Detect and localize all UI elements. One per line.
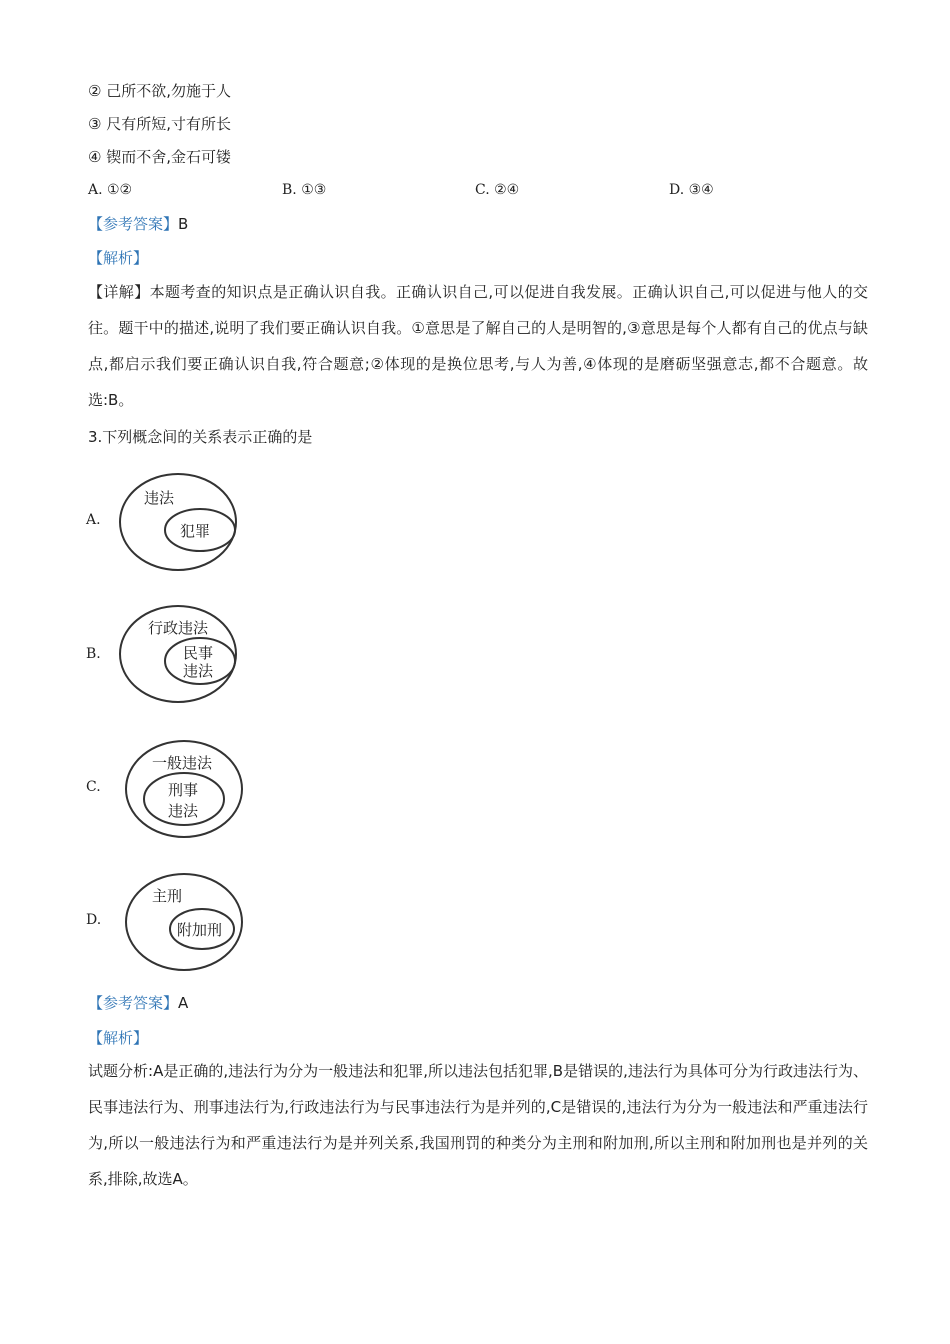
inner-label-1: 刑事	[168, 781, 199, 799]
q2-option-a: A. ①②	[88, 182, 133, 198]
q2-option-d: D. ③④	[669, 182, 714, 198]
q3-diagram-a	[116, 470, 246, 574]
q2-option-c: C. ②④	[475, 182, 520, 198]
q3-diagram-d	[116, 870, 246, 974]
inner-label: 犯罪	[180, 522, 211, 540]
q2-answer	[88, 214, 188, 234]
answer-value: A	[178, 994, 189, 1012]
outer-label: 一般违法	[152, 754, 213, 772]
statement-4: ④ 锲而不舍,金石可镂	[88, 148, 231, 166]
q3-diagram-b	[116, 602, 246, 706]
q3-option-a-label: A.	[86, 512, 101, 528]
outer-label: 违法	[144, 489, 175, 507]
statement-3: ③ 尺有所短,寸有所长	[88, 115, 231, 133]
inner-label-2: 违法	[183, 662, 214, 680]
q2-analysis-label: 【解析】	[88, 249, 149, 267]
q3-option-b-label: B.	[86, 646, 101, 662]
q3-option-d-label: D.	[86, 912, 102, 928]
q3-answer	[88, 993, 188, 1013]
q3-option-c-label: C.	[86, 779, 101, 795]
answer-label: 【参考答案】	[88, 215, 179, 233]
q3-analysis-label: 【解析】	[88, 1029, 149, 1047]
q3-title: 3.下列概念间的关系表示正确的是	[88, 428, 313, 446]
q3-diagram-c	[116, 737, 246, 841]
inner-label-1: 民事	[183, 644, 214, 662]
inner-label-2: 违法	[168, 802, 199, 820]
inner-label: 附加刑	[177, 921, 223, 939]
q3-analysis: 试题分析:A是正确的,违法行为分为一般违法和犯罪,所以违法包括犯罪,B是错误的,违法行为具体可分为行政违法行为、民事违法行为、刑事违法行为,行政违法行为与民事违法行为是并列的,C是错误的,违法行为分为一般违法和严重违法行为,所以一般违法行为和严重违法行为是并列关系,我国刑罚的种类分为主刑和附加刑,所以主刑和附加刑也是并列的关系,排除,故选A。	[88, 1062, 868, 1188]
answer-label: 【参考答案】	[88, 994, 179, 1012]
q2-detail: 【详解】本题考查的知识点是正确认识自我。正确认识自己,可以促进自我发展。正确认识自己,可以促进与他人的交往。题干中的描述,说明了我们要正确认识自我。①意思是了解自己的人是明智的,③意思是每个人都有自己的优点与缺点,都启示我们要正确认识自我,符合题意;②体现的是换位思考,与人为善,④体现的是磨砺坚强意志,都不合题意。故选:B。	[88, 283, 868, 409]
q2-option-b: B. ①③	[282, 182, 327, 198]
statement-2: ② 己所不欲,勿施于人	[88, 82, 231, 100]
outer-label: 主刑	[152, 887, 183, 905]
answer-value: B	[178, 215, 189, 233]
outer-label: 行政违法	[148, 619, 209, 637]
outer-circle	[120, 474, 236, 570]
